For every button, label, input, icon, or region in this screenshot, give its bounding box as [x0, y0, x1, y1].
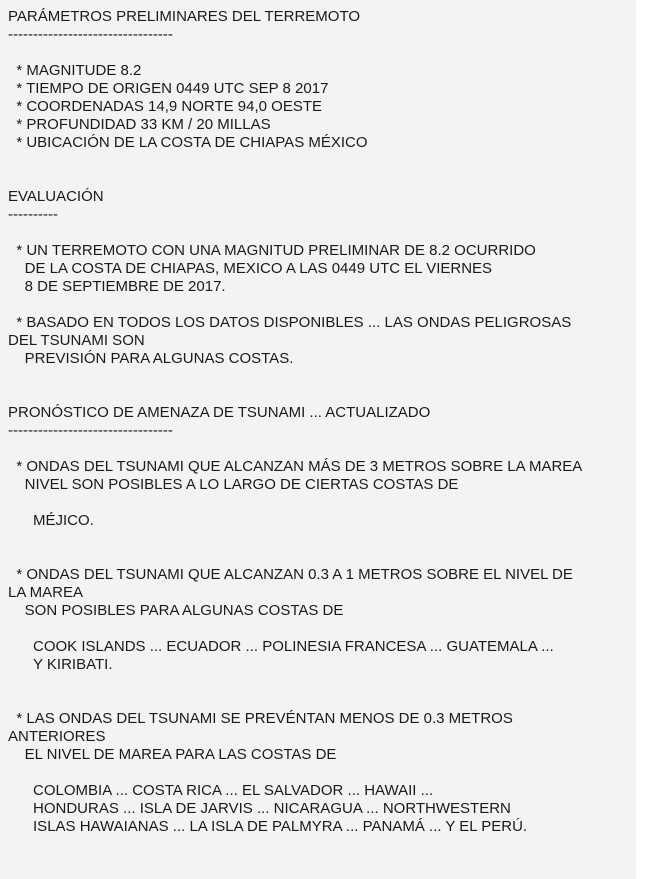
text-line: LA MAREA — [8, 584, 84, 601]
text-line: DE LA COSTA DE CHIAPAS, MEXICO A LAS 0449 UTC EL VIERNES — [8, 260, 493, 277]
text-line: * ONDAS DEL TSUNAMI QUE ALCANZAN 0.3 A 1 METROS SOBRE EL NIVEL DE — [8, 566, 573, 583]
tsunami-bulletin-text — [8, 8, 632, 836]
text-line: * ONDAS DEL TSUNAMI QUE ALCANZAN MÁS DE 3 METROS SOBRE LA MAREA — [8, 458, 583, 475]
text-line — [8, 44, 632, 62]
text-line: NIVEL SON POSIBLES A LO LARGO DE CIERTAS COSTAS DE — [8, 476, 459, 493]
text-line: MÉJICO. — [8, 512, 94, 529]
text-line: * TIEMPO DE ORIGEN 0449 UTC SEP 8 2017 — [8, 80, 329, 97]
text-line — [8, 548, 632, 566]
text-line — [8, 170, 632, 188]
text-line: HONDURAS ... ISLA DE JARVIS ... NICARAGUA ... NORTHWESTERN — [8, 800, 511, 817]
text-line: Y KIRIBATI. — [8, 656, 113, 673]
text-line: ISLAS HAWAIANAS ... LA ISLA DE PALMYRA ... PANAMÁ ... Y EL PERÚ. — [8, 818, 528, 835]
text-line — [8, 764, 632, 782]
text-line: PREVISIÓN PARA ALGUNAS COSTAS. — [8, 350, 294, 367]
text-line — [8, 368, 632, 386]
text-line: ---------- — [8, 206, 58, 223]
text-line: --------------------------------- — [8, 422, 173, 439]
text-line: * UN TERREMOTO CON UNA MAGNITUD PRELIMINAR DE 8.2 OCURRIDO — [8, 242, 536, 259]
text-line: PARÁMETROS PRELIMINARES DEL TERREMOTO — [8, 8, 361, 25]
text-line — [8, 386, 632, 404]
text-line: * COORDENADAS 14,9 NORTE 94,0 OESTE — [8, 98, 322, 115]
text-line — [8, 620, 632, 638]
text-line: SON POSIBLES PARA ALGUNAS COSTAS DE — [8, 602, 344, 619]
text-line: --------------------------------- — [8, 26, 173, 43]
text-line: DEL TSUNAMI SON — [8, 332, 145, 349]
text-line: ANTERIORES — [8, 728, 106, 745]
text-line — [8, 494, 632, 512]
text-line — [8, 152, 632, 170]
text-line: EL NIVEL DE MAREA PARA LAS COSTAS DE — [8, 746, 337, 763]
text-line: EVALUACIÓN — [8, 188, 104, 205]
text-line: * BASADO EN TODOS LOS DATOS DISPONIBLES ... LAS ONDAS PELIGROSAS — [8, 314, 572, 331]
text-line — [8, 674, 632, 692]
text-line: * LAS ONDAS DEL TSUNAMI SE PREVÉNTAN MENOS DE 0.3 METROS — [8, 710, 513, 727]
text-line — [8, 692, 632, 710]
text-line — [8, 224, 632, 242]
text-line: * MAGNITUDE 8.2 — [8, 62, 142, 79]
text-line — [8, 296, 632, 314]
text-line: * PROFUNDIDAD 33 KM / 20 MILLAS — [8, 116, 271, 133]
text-line — [8, 440, 632, 458]
text-line: COLOMBIA ... COSTA RICA ... EL SALVADOR ... HAWAII ... — [8, 782, 434, 799]
text-line — [8, 530, 632, 548]
text-line: PRONÓSTICO DE AMENAZA DE TSUNAMI ... ACTUALIZADO — [8, 404, 431, 421]
text-line: * UBICACIÓN DE LA COSTA DE CHIAPAS MÉXICO — [8, 134, 368, 151]
text-line: 8 DE SEPTIEMBRE DE 2017. — [8, 278, 226, 295]
text-line: COOK ISLANDS ... ECUADOR ... POLINESIA FRANCESA ... GUATEMALA ... — [8, 638, 554, 655]
